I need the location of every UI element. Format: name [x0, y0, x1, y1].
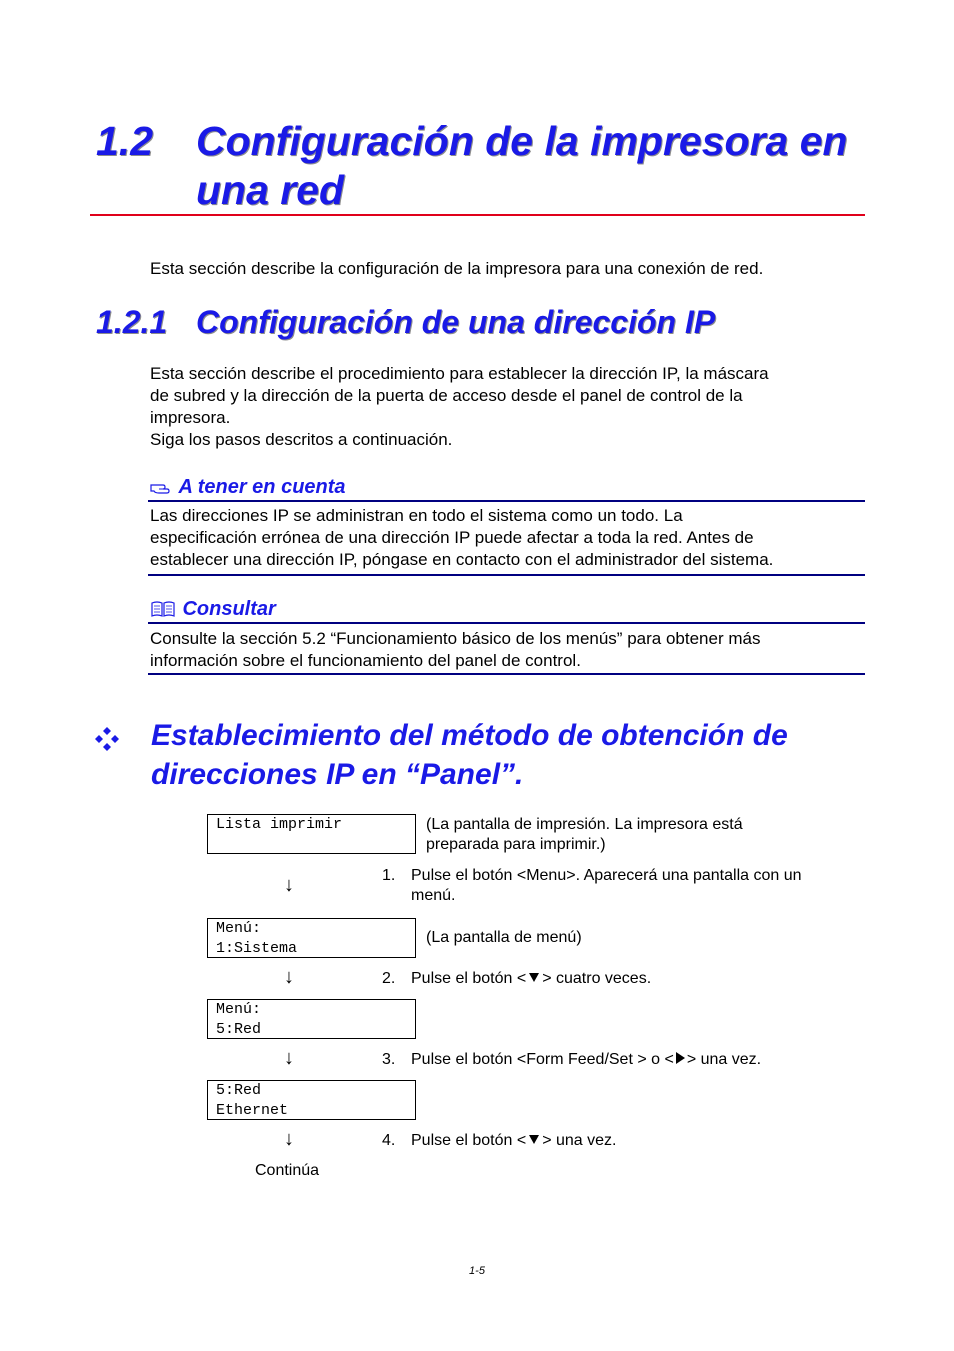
open-book-icon	[150, 600, 176, 623]
four-diamond-bullet-icon	[94, 726, 120, 757]
section-paragraph-line: Esta sección describe el procedimiento para establecer la dirección IP, la máscara	[150, 364, 769, 383]
section-paragraph	[150, 363, 769, 451]
step-number: 3.	[382, 1051, 396, 1068]
lcd-display	[207, 918, 416, 958]
lcd-line: 1:Sistema	[216, 940, 298, 957]
reference-title: Consultar	[182, 598, 276, 620]
reference-line: información sobre el funcionamiento del panel de control.	[150, 651, 581, 670]
heading-3-line-2: direcciones IP en “Panel”.	[151, 758, 524, 791]
lcd-line: 5:Red	[216, 1021, 262, 1038]
down-triangle-icon	[529, 1135, 539, 1144]
section-paragraph-line: de subred y la dirección de la puerta de acceso desde el panel de control de la	[150, 386, 743, 405]
pointing-hand-icon	[150, 480, 174, 501]
lcd-line: Menú:	[216, 1001, 262, 1018]
step-text: Pulse el botón < > cuatro veces.	[411, 970, 652, 987]
reference-body	[150, 628, 760, 672]
section-paragraph-line: impresora.	[150, 408, 231, 427]
down-arrow-icon: ↓	[284, 1047, 294, 1069]
intro-paragraph: Esta sección describe la configuración de la impresora para una conexión de red.	[150, 259, 764, 278]
note-top-rule	[148, 500, 865, 502]
step-number: 1.	[382, 867, 396, 884]
note-header	[150, 475, 346, 501]
right-triangle-icon	[676, 1052, 685, 1064]
section-paragraph-line: Siga los pasos descritos a continuación.	[150, 430, 453, 449]
heading-1-underline	[90, 214, 865, 216]
step-text: Pulse el botón <Form Feed/Set > o < > una vez.	[411, 1051, 762, 1068]
note-body	[150, 505, 773, 571]
down-arrow-icon: ↓	[284, 966, 294, 988]
note-title: A tener en cuenta	[178, 476, 346, 498]
note-bottom-rule	[148, 574, 865, 576]
lcd-line: Lista imprimir	[216, 816, 343, 833]
reference-top-rule	[148, 622, 865, 624]
note-line: Las direcciones IP se administran en todo el sistema como un todo. La	[150, 506, 683, 525]
step-number: 2.	[382, 970, 396, 987]
down-arrow-icon: ↓	[284, 874, 294, 896]
heading-3-line-1: Establecimiento del método de obtención de	[151, 719, 788, 752]
down-arrow-icon: ↓	[284, 1128, 294, 1150]
lcd-line: Menú:	[216, 920, 262, 937]
lcd-line: Ethernet	[216, 1102, 289, 1119]
display-caption: (La pantalla de impresión. La impresora está preparada para imprimir.)	[426, 816, 743, 853]
lcd-display	[207, 999, 416, 1039]
reference-line: Consulte la sección 5.2 “Funcionamiento básico de los menús” para obtener más	[150, 629, 761, 648]
heading-1-number: 1.2	[96, 118, 153, 164]
heading-1-title-line-1: Configuración de la impresora en	[196, 118, 848, 164]
display-caption: (La pantalla de menú)	[426, 929, 582, 946]
lcd-display	[207, 814, 416, 854]
heading-1-title-line-2: una red	[196, 167, 345, 213]
heading-2-number: 1.2.1	[96, 304, 168, 340]
heading-2-title: Configuración de una dirección IP	[196, 304, 716, 340]
lcd-display	[207, 1080, 416, 1120]
page-number: 1-5	[469, 1265, 485, 1277]
reference-bottom-rule	[148, 673, 865, 675]
note-line: establecer una dirección IP, póngase en contacto con el administrador del sistema.	[150, 550, 774, 569]
step-number: 4.	[382, 1132, 396, 1149]
continue-label: Continúa	[255, 1162, 320, 1179]
step-text: Pulse el botón <Menu>. Aparecerá una pantalla con un menú.	[411, 867, 802, 904]
note-line: especificación errónea de una dirección IP puede afectar a toda la red. Antes de	[150, 528, 754, 547]
step-text: Pulse el botón < > una vez.	[411, 1132, 617, 1149]
lcd-line: 5:Red	[216, 1082, 262, 1099]
down-triangle-icon	[529, 973, 539, 982]
reference-header	[150, 597, 276, 623]
